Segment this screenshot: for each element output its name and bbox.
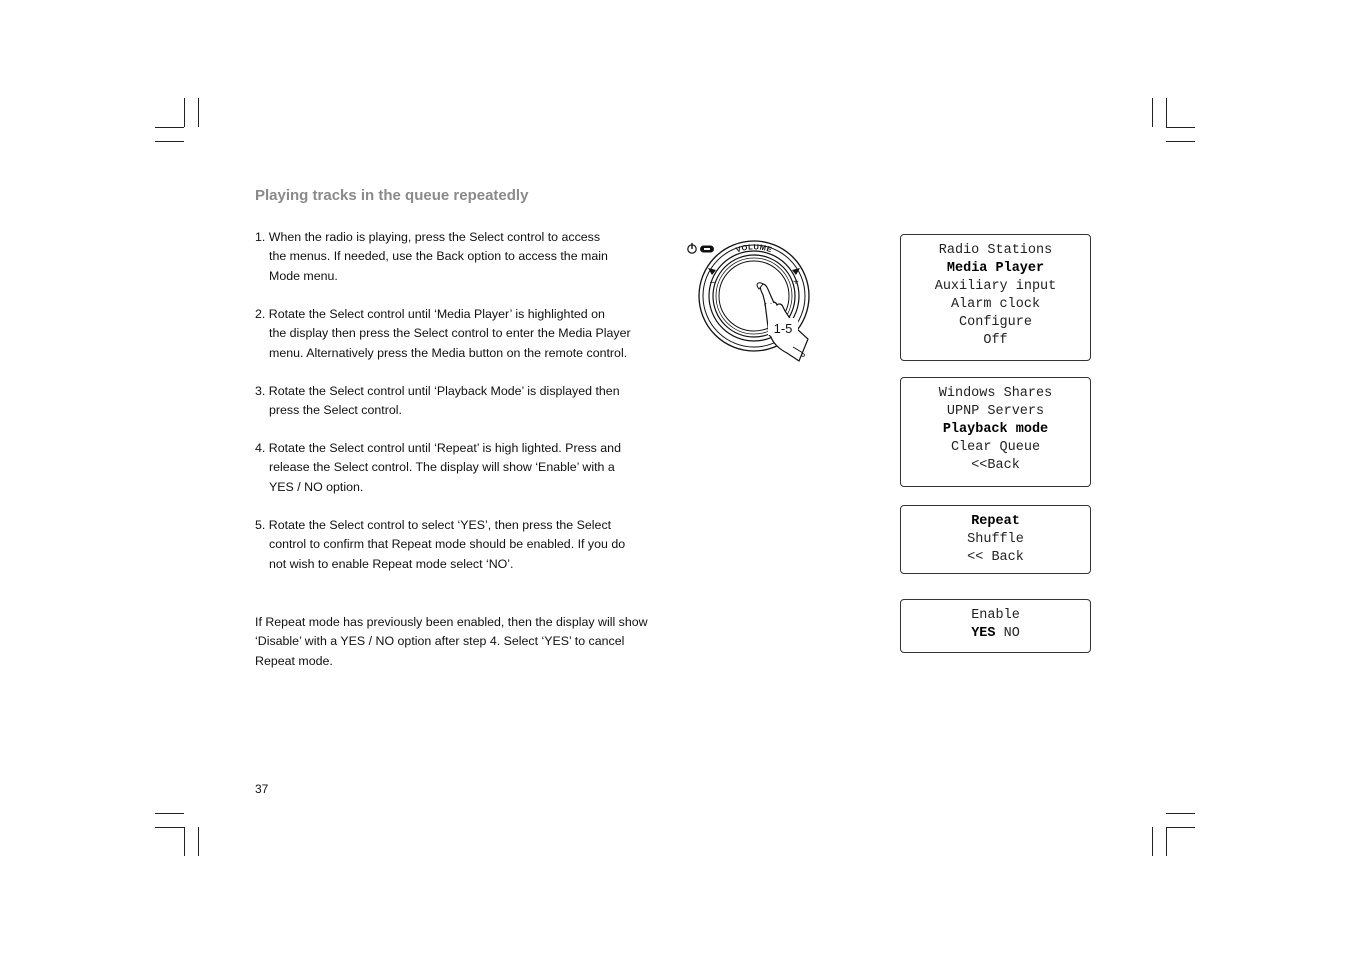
step-line: 4. Rotate the Select control until ‘Repeat’ is high lighted. Press and xyxy=(255,441,621,455)
crop-mark xyxy=(1166,813,1195,814)
crop-mark xyxy=(1166,141,1195,142)
page-number: 37 xyxy=(255,782,269,796)
step-line: YES / NO option. xyxy=(269,479,364,494)
crop-mark xyxy=(155,827,184,828)
yes-option: YES xyxy=(971,625,996,641)
crop-mark xyxy=(155,141,184,142)
step-line: 2. Rotate the Select control until ‘Media Player’ is highlighted on xyxy=(255,307,605,321)
menu-item-media-player: Media Player xyxy=(946,260,1045,276)
step-1 xyxy=(255,228,608,286)
menu-item-alarm-clock: Alarm clock xyxy=(950,296,1041,312)
step-line: menu. Alternatively press the Media button on the remote control. xyxy=(269,345,628,360)
menu-item-playback-mode: Playback mode xyxy=(942,421,1049,437)
crop-mark xyxy=(198,98,199,127)
menu-item-back: << Back xyxy=(967,549,1024,565)
menu-item-repeat: Repeat xyxy=(971,514,1020,529)
step-3 xyxy=(255,382,620,421)
crop-mark xyxy=(155,813,184,814)
note-line: ‘Disable’ with a YES / NO option after step 4. Select ‘YES’ to cancel xyxy=(255,634,625,649)
note-line: If Repeat mode has previously been enabled, then the display will show xyxy=(255,615,648,629)
step-line: control to confirm that Repeat mode should be enabled. If you do xyxy=(269,537,626,552)
step-line: press the Select control. xyxy=(269,403,402,418)
lcd-media-menu xyxy=(900,377,1091,487)
no-option: NO xyxy=(1003,625,1020,641)
step-line: release the Select control. The display will show ‘Enable’ with a xyxy=(269,460,615,475)
step-line: the display then press the Select control to enter the Media Player xyxy=(269,326,631,341)
lcd-enable-prompt xyxy=(900,599,1091,653)
menu-item-auxiliary-input: Auxiliary input xyxy=(934,278,1057,294)
step-4 xyxy=(255,439,621,497)
step-line: not wish to enable Repeat mode select ‘NO’. xyxy=(269,556,514,571)
crop-mark xyxy=(1166,98,1167,127)
crop-mark xyxy=(1166,127,1195,128)
yes-no-row xyxy=(901,625,1090,643)
crop-mark xyxy=(184,827,185,856)
crop-mark xyxy=(155,127,184,128)
note-line: Repeat mode. xyxy=(255,653,333,668)
lcd-playback-menu xyxy=(900,505,1091,574)
crop-mark xyxy=(184,98,185,127)
step-line: 3. Rotate the Select control until ‘Playback Mode’ is displayed then xyxy=(255,384,620,398)
volume-label: VOLUME xyxy=(734,242,774,255)
step-line: 5. Rotate the Select control to select ‘YES’, then press the Select xyxy=(255,518,612,532)
step-line: Mode menu. xyxy=(269,268,338,283)
menu-item-clear-queue: Clear Queue xyxy=(950,439,1041,455)
page-title: Playing tracks in the queue repeatedly xyxy=(255,187,529,204)
minus-sign: – xyxy=(710,277,716,288)
menu-item-upnp-servers: UPNP Servers xyxy=(946,403,1045,419)
power-icon xyxy=(688,243,696,253)
step-2 xyxy=(255,305,631,363)
menu-item-shuffle: Shuffle xyxy=(967,531,1024,547)
menu-item-radio-stations: Radio Stations xyxy=(938,243,1053,258)
crop-mark xyxy=(1166,827,1167,856)
crop-mark xyxy=(1152,827,1153,856)
crop-mark xyxy=(198,827,199,856)
menu-item-windows-shares: Windows Shares xyxy=(938,386,1053,401)
menu-item-back: <<Back xyxy=(971,457,1020,473)
step-line: the menus. If needed, use the Back option to access the main xyxy=(269,249,608,264)
plus-sign: + xyxy=(793,277,799,288)
crop-mark xyxy=(1152,98,1153,127)
step-badge: 1-5 xyxy=(773,321,793,336)
crop-mark xyxy=(1166,827,1195,828)
volume-knob-illustration xyxy=(683,237,828,367)
repeat-note xyxy=(255,613,648,671)
enable-label: Enable xyxy=(971,608,1020,623)
lcd-main-menu xyxy=(900,234,1091,361)
step-5 xyxy=(255,516,625,574)
step-line: 1. When the radio is playing, press the Select control to access xyxy=(255,230,601,244)
menu-item-off: Off xyxy=(983,332,1008,348)
mode-pill-icon xyxy=(700,246,714,253)
menu-item-configure: Configure xyxy=(959,314,1032,330)
